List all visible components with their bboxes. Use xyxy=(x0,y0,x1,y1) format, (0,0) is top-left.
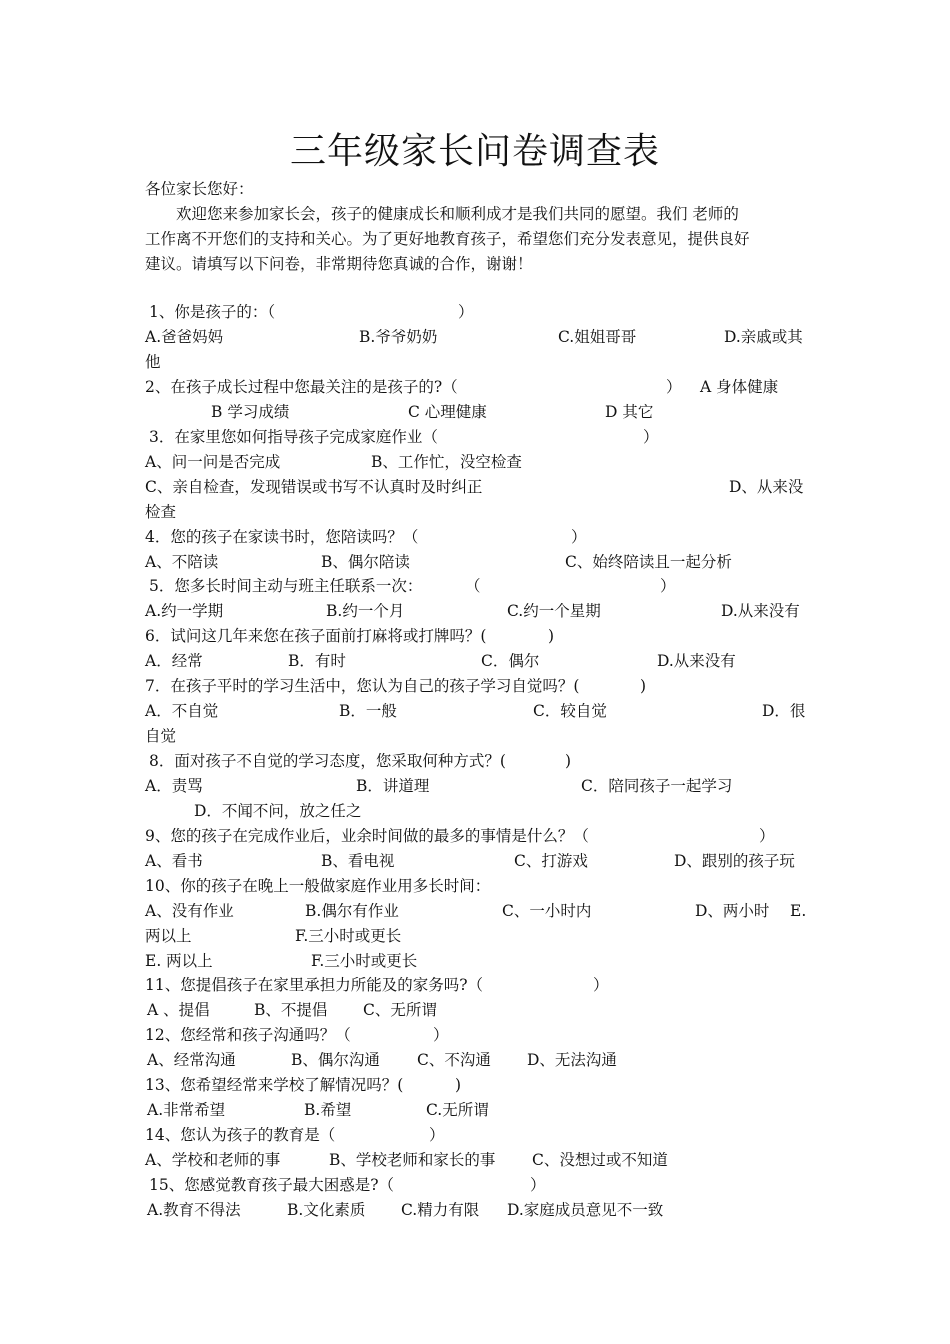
q7-option-d[interactable]: D．很 xyxy=(762,702,806,720)
question-14: 14、您认为孩子的教育是（ xyxy=(145,1126,336,1144)
q9-option-a[interactable]: A、看书 xyxy=(145,852,203,870)
q7-option-c[interactable]: C．较自觉 xyxy=(533,702,607,720)
q5-option-c[interactable]: C.约一个星期 xyxy=(507,602,601,620)
q6-option-d[interactable]: D.从来没有 xyxy=(657,652,736,670)
answer-blank-13[interactable]: ) xyxy=(455,1076,462,1094)
q3-option-d-cont: 检查 xyxy=(145,503,177,521)
q1-option-c[interactable]: C.姐姐哥哥 xyxy=(558,328,637,346)
q14-option-a[interactable]: A、学校和老师的事 xyxy=(145,1151,281,1169)
intro-line-3: 建议。请填写以下问卷，非常期待您真诚的合作，谢谢！ xyxy=(145,255,533,273)
question-12: 12、您经常和孩子沟通吗？（ xyxy=(145,1026,351,1044)
question-8: 8．面对孩子不自觉的学习态度，您采取何种方式？( xyxy=(149,752,506,770)
question-1: 1、你是孩子的：（ xyxy=(149,303,276,321)
question-3: 3．在家里您如何指导孩子完成家庭作业（ xyxy=(149,428,438,446)
q1-option-d-cont: 他 xyxy=(145,353,161,371)
q3-option-d[interactable]: D、从来没 xyxy=(729,478,804,496)
q14-option-c[interactable]: C、没想过或不知道 xyxy=(532,1151,668,1169)
q1-option-b[interactable]: B.爷爷奶奶 xyxy=(359,328,438,346)
greeting: 各位家长您好： xyxy=(145,180,254,198)
q2-option-a[interactable]: A 身体健康 xyxy=(700,378,779,396)
q10-option-e-repeat[interactable]: E. 两以上 xyxy=(145,952,213,970)
answer-blank-14[interactable]: ） xyxy=(429,1126,445,1144)
q5-option-b[interactable]: B.约一个月 xyxy=(326,602,405,620)
question-4: 4．您的孩子在家读书时，您陪读吗？（ xyxy=(145,528,419,546)
answer-blank-4[interactable]: ） xyxy=(571,528,587,546)
q14-option-b[interactable]: B、学校老师和家长的事 xyxy=(329,1151,496,1169)
answer-blank-12[interactable]: ） xyxy=(433,1026,449,1044)
q15-option-d[interactable]: D.家庭成员意见不一致 xyxy=(507,1201,664,1219)
q10-option-c[interactable]: C、一小时内 xyxy=(502,902,592,920)
q10-option-a[interactable]: A、没有作业 xyxy=(145,902,234,920)
q8-option-c[interactable]: C．陪同孩子一起学习 xyxy=(581,777,733,795)
answer-blank-1[interactable]: ） xyxy=(458,303,474,321)
answer-blank-11[interactable]: ） xyxy=(593,976,609,994)
q13-option-c[interactable]: C.无所谓 xyxy=(426,1101,489,1119)
q10-option-f[interactable]: F.三小时或更长 xyxy=(295,927,402,945)
q11-option-c[interactable]: C、无所谓 xyxy=(363,1001,437,1019)
q10-option-d[interactable]: D、两小时 xyxy=(695,902,770,920)
q10-option-b[interactable]: B.偶尔有作业 xyxy=(305,902,399,920)
q4-option-a[interactable]: A、不陪读 xyxy=(145,553,219,571)
q5-option-a[interactable]: A.约一学期 xyxy=(145,602,224,620)
q3-option-b[interactable]: B、工作忙，没空检查 xyxy=(371,453,522,471)
q11-option-a[interactable]: A 、提倡 xyxy=(147,1001,210,1019)
question-15: 15、您感觉教育孩子最大困惑是?（ xyxy=(149,1176,395,1194)
question-10: 10、你的孩子在晚上一般做家庭作业用多长时间： xyxy=(145,877,491,895)
q1-option-d[interactable]: D.亲戚或其 xyxy=(724,328,803,346)
answer-blank-3[interactable]: ） xyxy=(643,428,659,446)
q8-option-d[interactable]: D．不闻不问，放之任之 xyxy=(194,802,362,820)
q2-option-d[interactable]: D 其它 xyxy=(605,403,654,421)
q9-option-d[interactable]: D、跟别的孩子玩 xyxy=(674,852,795,870)
answer-blank-9[interactable]: ） xyxy=(759,827,775,845)
q12-option-a[interactable]: A、经常沟通 xyxy=(147,1051,236,1069)
q8-option-b[interactable]: B．讲道理 xyxy=(356,777,430,795)
answer-blank-15[interactable]: ） xyxy=(530,1176,546,1194)
q15-option-a[interactable]: A.教育不得法 xyxy=(147,1201,241,1219)
q9-option-b[interactable]: B、看电视 xyxy=(321,852,395,870)
answer-blank-6[interactable]: ) xyxy=(548,627,555,645)
q6-option-c[interactable]: C．偶尔 xyxy=(481,652,540,670)
q4-option-c[interactable]: C、始终陪读且一起分析 xyxy=(565,553,732,571)
q8-option-a[interactable]: A．责骂 xyxy=(145,777,203,795)
q3-option-a[interactable]: A、问一问是否完成 xyxy=(145,453,281,471)
q7-option-b[interactable]: B．一般 xyxy=(339,702,397,720)
page-title: 三年级家长问卷调查表 xyxy=(289,131,660,172)
q15-option-c[interactable]: C.精力有限 xyxy=(401,1201,480,1219)
answer-blank-5-close[interactable]: ） xyxy=(660,577,676,595)
q5-option-d[interactable]: D.从来没有 xyxy=(721,602,800,620)
q10-option-f-repeat[interactable]: F.三小时或更长 xyxy=(311,952,418,970)
q1-option-a[interactable]: A.爸爸妈妈 xyxy=(145,328,224,346)
q7-option-a[interactable]: A．不自觉 xyxy=(145,702,219,720)
q15-option-b[interactable]: B.文化素质 xyxy=(287,1201,366,1219)
q10-option-e[interactable]: E. xyxy=(790,902,807,920)
q11-option-b[interactable]: B、不提倡 xyxy=(254,1001,328,1019)
q12-option-c[interactable]: C、不沟通 xyxy=(417,1051,491,1069)
answer-blank-5-open[interactable]: （ xyxy=(465,577,481,595)
q12-option-d[interactable]: D、无法沟通 xyxy=(527,1051,617,1069)
question-6: 6．试问这几年来您在孩子面前打麻将或打牌吗？( xyxy=(145,627,487,645)
answer-blank-7[interactable]: ) xyxy=(640,677,647,695)
q9-option-c[interactable]: C、打游戏 xyxy=(514,852,588,870)
q6-option-a[interactable]: A．经常 xyxy=(145,652,203,670)
q2-option-c[interactable]: C 心理健康 xyxy=(408,403,487,421)
intro-line-2: 工作离不开您们的支持和关心。为了更好地教育孩子，希望您们充分发表意见，提供良好 xyxy=(145,230,750,248)
q3-option-c[interactable]: C、亲自检查，发现错误或书写不认真时及时纠正 xyxy=(145,478,483,496)
answer-blank-2[interactable]: ） xyxy=(666,378,682,396)
question-13: 13、您希望经常来学校了解情况吗？( xyxy=(145,1076,404,1094)
intro-line-1: 欢迎您来参加家长会，孩子的健康成长和顺利成才是我们共同的愿望。我们 老师的 xyxy=(176,205,739,223)
question-9: 9、您的孩子在完成作业后，业余时间做的最多的事情是什么？（ xyxy=(145,827,589,845)
question-5: 5．您多长时间主动与班主任联系一次： xyxy=(149,577,423,595)
question-2: 2、在孩子成长过程中您最关注的是孩子的?（ xyxy=(145,378,458,396)
q10-option-e-cont: 两以上 xyxy=(145,927,192,945)
question-7: 7．在孩子平时的学习生活中，您认为自己的孩子学习自觉吗？( xyxy=(145,677,580,695)
answer-blank-8[interactable]: ) xyxy=(565,752,572,770)
q6-option-b[interactable]: B．有时 xyxy=(288,652,346,670)
q4-option-b[interactable]: B、偶尔陪读 xyxy=(321,553,410,571)
q2-option-b[interactable]: B 学习成绩 xyxy=(211,403,290,421)
q13-option-b[interactable]: B.希望 xyxy=(304,1101,352,1119)
q13-option-a[interactable]: A.非常希望 xyxy=(147,1101,226,1119)
question-11: 11、您提倡孩子在家里承担力所能及的家务吗?（ xyxy=(145,976,484,994)
q7-option-d-cont: 自觉 xyxy=(145,727,177,745)
q12-option-b[interactable]: B、偶尔沟通 xyxy=(291,1051,380,1069)
